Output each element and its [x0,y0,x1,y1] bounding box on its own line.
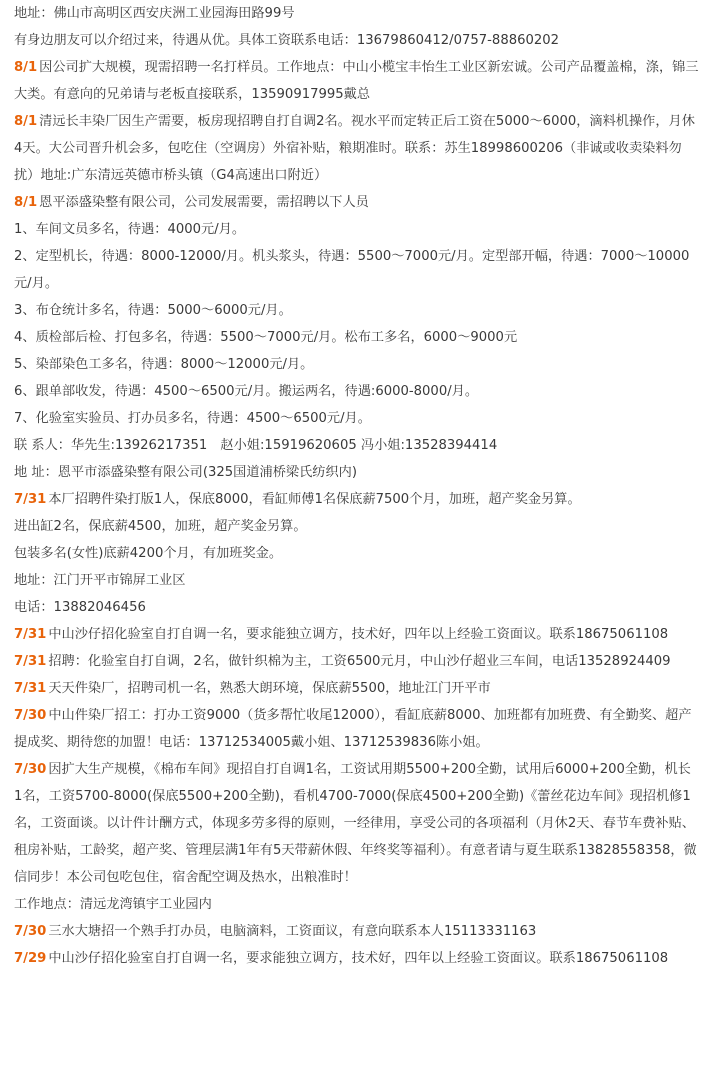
post-text: 5、染部染色工多名，待遇：8000～12000元/月。 [14,357,314,372]
job-post-line [14,891,699,918]
post-text: 三水大塘招一个熟手打办员，电脑滴料，工资面议，有意向联系本人15113331163 [48,924,537,939]
post-text: 中山沙仔招化验室自打自调一名，要求能独立调方，技术好，四年以上经验工资面议。联系18675061108 [48,951,669,966]
post-text: 包装多名(女性)底薪4200个月，有加班奖金。 [14,546,283,561]
post-text: 因扩大生产规模，《棉布车间》现招自打自调1名，工资试用期5500+200全勤，试用后6000+200全勤，机长1名，工资5700-8000(保底5500+200全勤)，看机4700-7000(保底4500+200全勤)《蕾丝花边车间》现招机修1名，工资面谈。以计件计酬方式，体现多劳多得的原则，一经律用，享受公司的各项福利（月休2天、春节车费补贴、租房补贴，工龄奖，超产奖、管理层满1年有5天带薪休假、年终奖等福利）。有意者请与夏生联系13828558358，微信同步！本公司包吃包住，宿舍配空调及热水，出粮准时！ [14,762,697,885]
post-text: 清远长丰染厂因生产需要，板房现招聘自打自调2名。视水平而定转正后工资在5000～6000，滴料机操作，月休4天。大公司晋升机会多，包吃住（空调房）外宿补贴，粮期准时。联系：苏生18998600206（非诚或收卖染料勿扰）地址:广东清远英德市桥头镇（G4高速出口附近） [14,114,695,183]
post-date: 7/30 [14,708,47,723]
post-text: 地 址：恩平市添盛染整有限公司(325国道浦桥梁氏纺织内) [14,465,357,480]
post-date: 7/31 [14,627,47,642]
post-text: 联 系人：华先生:13926217351 赵小姐:15919620605 冯小姐:13528394414 [14,438,498,453]
post-date: 7/29 [14,951,47,966]
post-text: 工作地点：清远龙湾镇宇工业园内 [14,897,212,912]
job-post-line [14,297,699,324]
post-text: 本厂招聘件染打版1人，保底8000，看缸师傅1名保底薪7500个月，加班，超产奖金另算。 [48,492,581,507]
job-post-first-line [14,486,699,513]
post-text: 1、车间文员多名，待遇：4000元/月。 [14,222,246,237]
post-text: 招聘：化验室自打自调，2名，做针织棉为主，工资6500元月，中山沙仔超业三车间，电话13528924409 [48,654,671,669]
job-post [14,108,699,189]
job-post-first-line [14,675,699,702]
post-date: 7/31 [14,681,47,696]
job-post [14,918,699,945]
job-post-line [14,216,699,243]
job-post [14,648,699,675]
job-post-first-line [14,108,699,189]
job-post-first-line [14,621,699,648]
job-post [14,945,699,972]
job-post-line [14,432,699,459]
job-post-first-line [14,918,699,945]
job-post-first-line [14,756,699,891]
post-date: 7/30 [14,762,47,777]
job-post-first-line [14,189,699,216]
job-post-line [14,540,699,567]
post-text: 2、定型机长，待遇：8000-12000/月。机头浆头，待遇：5500～7000元/月。定型部开幅，待遇：7000～10000元/月。 [14,249,690,291]
job-post [14,702,699,756]
post-text: 4、质检部后检、打包多名，待遇：5500～7000元/月。松布工多名，6000～9000元 [14,330,518,345]
post-text: 6、跟单部收发，待遇：4500～6500元/月。搬运两名，待遇:6000-8000/月。 [14,384,479,399]
job-post-first-line [14,54,699,108]
job-post [14,756,699,918]
job-post [14,486,699,621]
post-text: 3、布仓统计多名，待遇：5000～6000元/月。 [14,303,292,318]
job-post [14,189,699,486]
job-post-line [14,351,699,378]
post-date: 7/31 [14,654,47,669]
post-text: 7、化验室实验员、打办员多名，待遇：4500～6500元/月。 [14,411,371,426]
post-text: 恩平添盛染整有限公司，公司发展需要，需招聘以下人员 [39,195,369,210]
intro-line: 地址：佛山市高明区西安庆洲工业园海田路99号 [14,6,295,21]
post-text: 因公司扩大规模，现需招聘一名打样员。工作地点：中山小榄宝丰怡生工业区新宏诚。公司产品覆盖棉，涤，锦三大类。有意向的兄弟请与老板直接联系，13590917995戴总 [14,60,699,102]
job-post [14,54,699,108]
job-post-first-line [14,945,699,972]
job-listing-content [14,0,699,972]
job-post-line [14,594,699,621]
job-post-line [14,324,699,351]
post-date: 8/1 [14,114,38,129]
post-date: 8/1 [14,60,38,75]
job-post-line [14,459,699,486]
post-text: 中山沙仔招化验室自打自调一名，要求能独立调方，技术好，四年以上经验工资面议。联系18675061108 [48,627,669,642]
intro-line: 有身边朋友可以介绍过来，待遇从优。具体工资联系电话：13679860412/0757-88860202 [14,33,560,48]
job-post-first-line [14,702,699,756]
post-date: 8/1 [14,195,38,210]
job-post-line [14,513,699,540]
post-text: 进出缸2名，保底薪4500，加班，超产奖金另算。 [14,519,307,534]
post-text: 天天件染厂，招聘司机一名，熟悉大朗环境，保底薪5500，地址江门开平市 [48,681,491,696]
post-text: 电话：13882046456 [14,600,146,615]
job-post-line [14,378,699,405]
post-text: 地址：江门开平市锦屏工业区 [14,573,186,588]
job-post-line [14,243,699,297]
post-date: 7/30 [14,924,47,939]
job-post [14,675,699,702]
job-posts [14,54,699,972]
post-date: 7/31 [14,492,47,507]
job-post-line [14,405,699,432]
job-post-line [14,567,699,594]
job-post-first-line [14,648,699,675]
post-text: 中山件染厂招工：打办工资9000（货多帮忙收尾12000），看缸底薪8000、加班都有加班费、有全勤奖、超产提成奖、期待您的加盟！电话：13712534005戴小姐、13712539836陈小姐。 [14,708,692,750]
job-post [14,621,699,648]
